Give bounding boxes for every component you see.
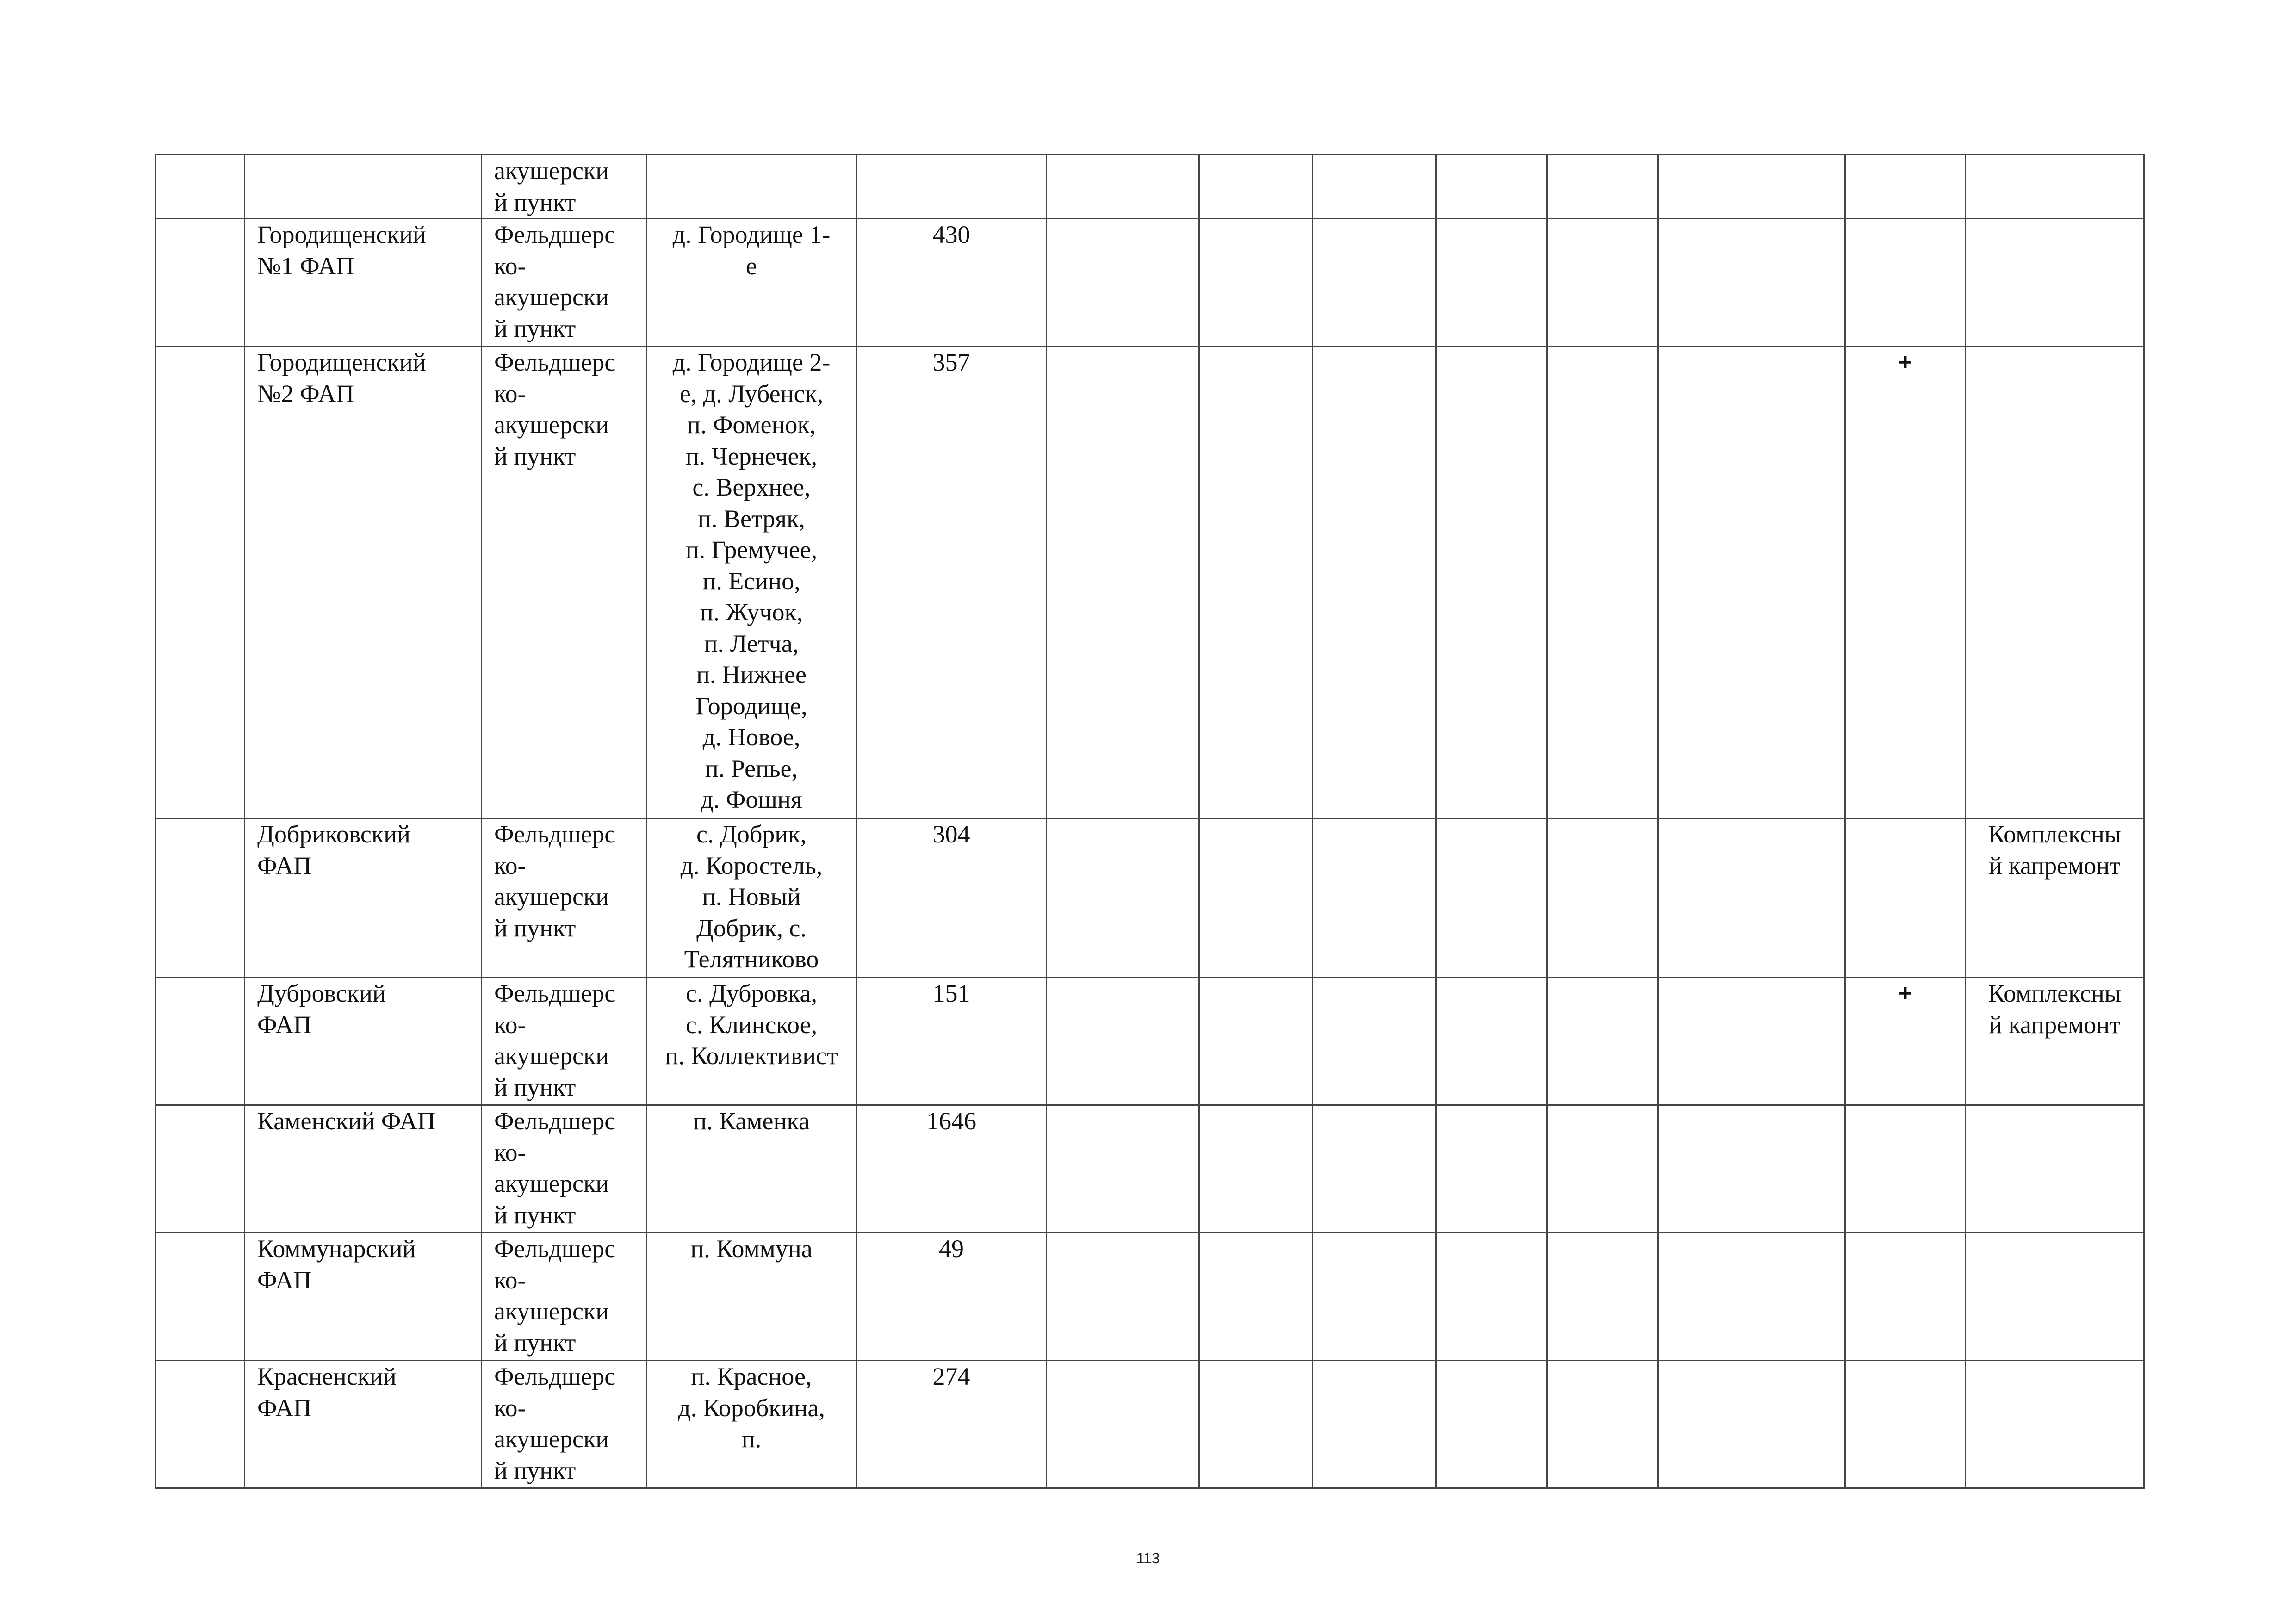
- cell-line: ФАП: [257, 1394, 312, 1422]
- empty-cell: [1436, 219, 1547, 347]
- index-cell: [155, 1105, 245, 1233]
- cell-line: Каменский ФАП: [257, 1107, 436, 1135]
- empty-cell: [1436, 347, 1547, 818]
- empty-cell: [1547, 1105, 1658, 1233]
- cell-line: й пункт: [494, 188, 576, 216]
- cell-line: ко-: [494, 851, 526, 880]
- facility-type-cell: [482, 1361, 647, 1488]
- empty-cell: [1047, 1233, 1199, 1361]
- cell-line: й пункт: [494, 442, 576, 470]
- cell-line: й пункт: [494, 314, 576, 342]
- cell-line: Городищенский: [257, 221, 426, 248]
- facility-name-cell: [245, 978, 482, 1105]
- note-cell: [1966, 1361, 2144, 1488]
- note-cell: [1966, 1233, 2144, 1361]
- cell-line: Фельдшерс: [494, 221, 616, 248]
- empty-cell: [1313, 347, 1436, 818]
- cell-line: ко-: [494, 1010, 526, 1039]
- empty-cell: [1436, 1233, 1547, 1361]
- note-cell: [1966, 219, 2144, 347]
- index-cell: [155, 1361, 245, 1488]
- empty-cell: [1658, 155, 1845, 219]
- cell-line: акушерски: [494, 1042, 609, 1070]
- settlements-cell: п. Красное, д. Коробкина, п.: [647, 1361, 856, 1488]
- cell-line: ко-: [494, 379, 526, 408]
- empty-cell: [1199, 155, 1313, 219]
- empty-cell: [1436, 1361, 1547, 1488]
- index-cell: [155, 818, 245, 978]
- plus-mark-cell: +: [1845, 347, 1966, 818]
- empty-cell: [1436, 155, 1547, 219]
- cell-line: й пункт: [494, 1073, 576, 1101]
- cell-line: ко-: [494, 1138, 526, 1166]
- cell-line: Фельдшерс: [494, 348, 616, 376]
- empty-cell: [1313, 1361, 1436, 1488]
- cell-line: й капремонт: [1989, 851, 2121, 880]
- table-row: [155, 1361, 2144, 1488]
- empty-cell: [1313, 1233, 1436, 1361]
- cell-line: акушерски: [494, 157, 609, 185]
- facility-type-cell: [482, 347, 647, 818]
- empty-cell: [1199, 1105, 1313, 1233]
- plus-mark-cell: [1845, 1361, 1966, 1488]
- facility-name-cell: [245, 818, 482, 978]
- cell-line: ко-: [494, 1394, 526, 1422]
- settlements-cell: с. Дубровка, с. Клинское, п. Коллективист: [647, 978, 856, 1105]
- cell-line: Комплексны: [1988, 820, 2122, 848]
- plus-mark-cell: [1845, 219, 1966, 347]
- settlements-cell: д. Городище 2- е, д. Лубенск, п. Фоменок, п. Чернечек, с. Верхнее, п. Ветряк, п. Гремучее, п. Есино, п. Жучок, п. Летча, п. Нижнее Городище, д. Новое, п. Репье, д. Фошня: [647, 347, 856, 818]
- empty-cell: [1199, 1233, 1313, 1361]
- facility-name-cell: [245, 1105, 482, 1233]
- table-row: [155, 1233, 2144, 1361]
- settlements-cell: п. Каменка: [647, 1105, 856, 1233]
- facility-name-cell: [245, 219, 482, 347]
- facility-name-cell: [245, 155, 482, 219]
- cell-line: й пункт: [494, 1456, 576, 1484]
- cell-line: й пункт: [494, 1201, 576, 1229]
- cell-line: №2 ФАП: [257, 379, 354, 408]
- cell-line: Фельдшерс: [494, 1363, 616, 1390]
- cell-line: й пункт: [494, 914, 576, 942]
- population-cell: 304: [856, 818, 1047, 978]
- index-cell: [155, 978, 245, 1105]
- facility-type-cell: [482, 978, 647, 1105]
- index-cell: [155, 1233, 245, 1361]
- cell-line: Фельдшерс: [494, 1235, 616, 1263]
- facility-name-cell: [245, 347, 482, 818]
- note-cell: [1966, 978, 2144, 1105]
- cell-line: ФАП: [257, 1010, 312, 1039]
- plus-mark-cell: [1845, 1105, 1966, 1233]
- empty-cell: [1547, 347, 1658, 818]
- population-cell: [856, 155, 1047, 219]
- empty-cell: [1313, 219, 1436, 347]
- empty-cell: [1199, 978, 1313, 1105]
- settlements-cell: с. Добрик, д. Коростель, п. Новый Добрик, с. Телятниково: [647, 818, 856, 978]
- cell-line: Городищенский: [257, 348, 426, 376]
- plus-mark-cell: [1845, 1233, 1966, 1361]
- empty-cell: [1313, 818, 1436, 978]
- page-number: 113: [1136, 1550, 1160, 1567]
- table-row: [155, 155, 2144, 219]
- plus-mark-cell: +: [1845, 978, 1966, 1105]
- cell-line: Фельдшерс: [494, 1107, 616, 1135]
- table-row: [155, 219, 2144, 347]
- empty-cell: [1658, 347, 1845, 818]
- cell-line: Фельдшерс: [494, 820, 616, 848]
- cell-line: й капремонт: [1989, 1010, 2121, 1039]
- population-cell: 49: [856, 1233, 1047, 1361]
- facility-type-cell: [482, 219, 647, 347]
- cell-line: Добриковский: [257, 820, 410, 848]
- empty-cell: [1658, 1361, 1845, 1488]
- cell-line: Красненский: [257, 1363, 397, 1390]
- table-row: [155, 818, 2144, 978]
- cell-line: ФАП: [257, 851, 312, 880]
- note-cell: [1966, 1105, 2144, 1233]
- empty-cell: [1047, 219, 1199, 347]
- empty-cell: [1547, 219, 1658, 347]
- table-row: [155, 347, 2144, 818]
- facilities-table: [155, 154, 2145, 1489]
- plus-mark-cell: [1845, 155, 1966, 219]
- note-cell: [1966, 155, 2144, 219]
- table-body: [155, 155, 2144, 1488]
- note-cell: [1966, 818, 2144, 978]
- cell-line: акушерски: [494, 1170, 609, 1197]
- empty-cell: [1199, 347, 1313, 818]
- cell-line: акушерски: [494, 1297, 609, 1325]
- cell-line: ко-: [494, 1266, 526, 1294]
- cell-line: №1 ФАП: [257, 252, 354, 280]
- empty-cell: [1047, 155, 1199, 219]
- empty-cell: [1199, 818, 1313, 978]
- empty-cell: [1047, 818, 1199, 978]
- empty-cell: [1047, 1105, 1199, 1233]
- empty-cell: [1658, 1233, 1845, 1361]
- cell-line: Фельдшерс: [494, 979, 616, 1007]
- empty-cell: [1199, 219, 1313, 347]
- cell-line: акушерски: [494, 411, 609, 439]
- empty-cell: [1047, 1361, 1199, 1488]
- empty-cell: [1436, 818, 1547, 978]
- population-cell: 1646: [856, 1105, 1047, 1233]
- settlements-cell: [647, 155, 856, 219]
- empty-cell: [1547, 1233, 1658, 1361]
- empty-cell: [1658, 219, 1845, 347]
- empty-cell: [1658, 818, 1845, 978]
- facility-type-cell: [482, 1105, 647, 1233]
- plus-mark-cell: [1845, 818, 1966, 978]
- table-row: [155, 978, 2144, 1105]
- empty-cell: [1436, 978, 1547, 1105]
- empty-cell: [1658, 1105, 1845, 1233]
- cell-line: Коммунарский: [257, 1235, 416, 1263]
- table-row: [155, 1105, 2144, 1233]
- population-cell: 151: [856, 978, 1047, 1105]
- facility-name-cell: [245, 1233, 482, 1361]
- empty-cell: [1547, 818, 1658, 978]
- note-cell: [1966, 347, 2144, 818]
- cell-line: ФАП: [257, 1266, 312, 1294]
- facility-type-cell: [482, 155, 647, 219]
- cell-line: акушерски: [494, 883, 609, 911]
- facility-type-cell: [482, 1233, 647, 1361]
- facility-name-cell: [245, 1361, 482, 1488]
- empty-cell: [1547, 155, 1658, 219]
- empty-cell: [1313, 155, 1436, 219]
- empty-cell: [1547, 978, 1658, 1105]
- population-cell: 430: [856, 219, 1047, 347]
- index-cell: [155, 155, 245, 219]
- settlements-cell: п. Коммуна: [647, 1233, 856, 1361]
- cell-line: акушерски: [494, 283, 609, 311]
- empty-cell: [1047, 347, 1199, 818]
- empty-cell: [1547, 1361, 1658, 1488]
- empty-cell: [1047, 978, 1199, 1105]
- empty-cell: [1199, 1361, 1313, 1488]
- cell-line: Комплексны: [1988, 979, 2122, 1007]
- facility-type-cell: [482, 818, 647, 978]
- cell-line: акушерски: [494, 1425, 609, 1453]
- population-cell: 357: [856, 347, 1047, 818]
- population-cell: 274: [856, 1361, 1047, 1488]
- cell-line: ко-: [494, 252, 526, 280]
- empty-cell: [1658, 978, 1845, 1105]
- cell-line: й пункт: [494, 1328, 576, 1357]
- empty-cell: [1436, 1105, 1547, 1233]
- index-cell: [155, 347, 245, 818]
- empty-cell: [1313, 978, 1436, 1105]
- cell-line: Дубровский: [257, 979, 386, 1007]
- index-cell: [155, 219, 245, 347]
- settlements-cell: д. Городище 1- е: [647, 219, 856, 347]
- empty-cell: [1313, 1105, 1436, 1233]
